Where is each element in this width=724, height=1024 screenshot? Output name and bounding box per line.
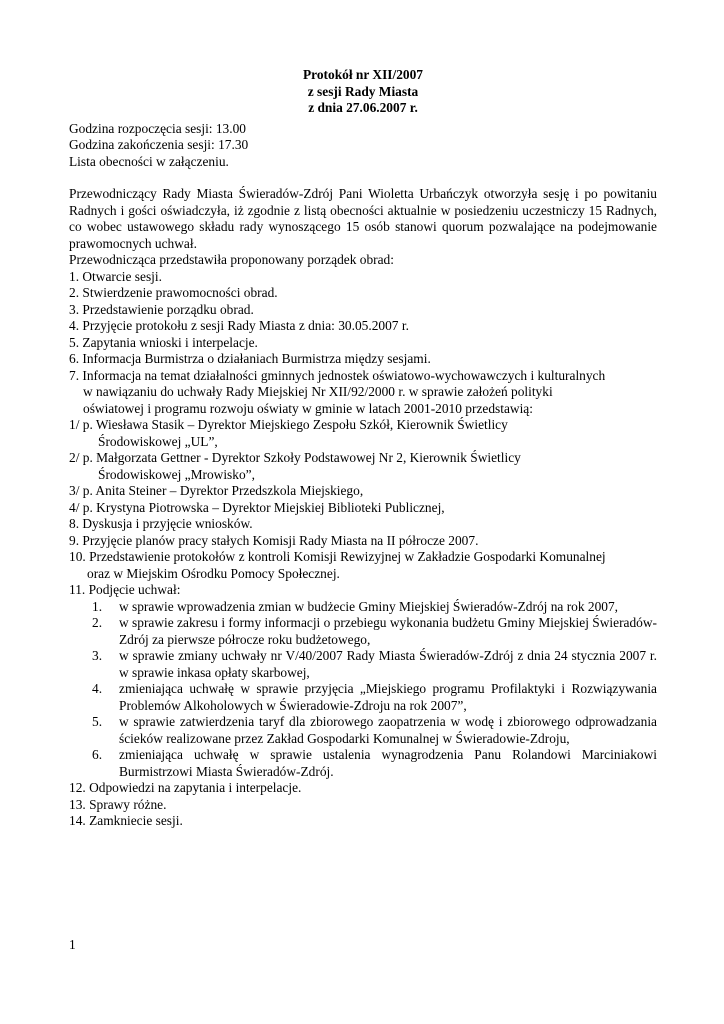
resolution-item — [69, 714, 657, 747]
agenda-item: 7. Informacja na temat działalności gminnych jednostek oświatowo-wychowawczych i kulturalnych — [69, 367, 606, 383]
agenda-item-continuation: oświatowej i programu rozwoju oświaty w gminie w latach 2001-2010 przedstawią: — [83, 400, 533, 416]
resolution-text: w sprawie zatwierdzenia taryf dla zbiorowego zaopatrzenia w wodę i zbiorowego odprowadzania ścieków realizowane przez Zakład Gospodarki Komunalnej w Świeradowie-Zdroju, — [119, 714, 657, 746]
resolution-number: 2. — [92, 615, 103, 631]
resolution-text: w sprawie wprowadzenia zmian w budżecie Gminy Miejskiej Świeradów-Zdrój na rok 2007, — [119, 598, 619, 614]
attendance-note: Lista obecności w załączeniu. — [69, 153, 229, 169]
resolution-item — [69, 747, 657, 780]
agenda-item: 3. Przedstawienie porządku obrad. — [69, 301, 254, 317]
document-page — [69, 67, 657, 830]
agenda-item: 5. Zapytania wnioski i interpelacje. — [69, 334, 258, 350]
agenda-item: 14. Zamkniecie sesji. — [69, 813, 183, 829]
session-end-time: Godzina zakończenia sesji: 17.30 — [69, 137, 249, 153]
resolution-text: w sprawie zmiany uchwały nr V/40/2007 Rady Miasta Świeradów-Zdrój z dnia 24 stycznia 2007 r. w sprawie inkasa opłaty skarbowej, — [119, 648, 657, 680]
agenda-item-continuation: w nawiązaniu do uchwały Rady Miejskiej Nr XII/92/2000 r. w sprawie założeń polityki — [83, 384, 553, 400]
document-subtitle: z sesji Rady Miasta — [307, 83, 419, 99]
resolution-item — [69, 599, 657, 616]
presenter-item-continuation: Środowiskowej „Mrowisko”, — [98, 466, 255, 482]
resolution-item — [69, 615, 657, 648]
resolution-item — [69, 648, 657, 681]
session-start-time: Godzina rozpoczęcia sesji: 13.00 — [69, 120, 246, 136]
intro-paragraph: Przewodniczący Rady Miasta Świeradów-Zdrój Pani Wioletta Urbańczyk otworzyła sesję i po powitaniu Radnych i gości oświadczyła, iż zgodnie z listą obecności aktualnie w posiedzeniu uczestniczy 15 Radnych, co wobec ustawowego składu rady wynoszącego 15 osób stanowi quorum pozwalające na podejmowanie prawomocnych uchwał. — [69, 186, 657, 251]
agenda-item: 11. Podjęcie uchwał: — [69, 582, 181, 598]
document-header — [69, 67, 657, 117]
agenda-item: 4. Przyjęcie protokołu z sesji Rady Miasta z dnia: 30.05.2007 r. — [69, 318, 409, 334]
resolution-text: w sprawie zakresu i formy informacji o przebiegu wykonania budżetu Gminy Miejskiej Świeradów-Zdrój za pierwsze półrocze roku budżetowego, — [119, 615, 657, 647]
session-meta — [69, 121, 657, 171]
resolution-number: 3. — [92, 648, 103, 664]
resolution-item — [69, 681, 657, 714]
resolution-number: 5. — [92, 714, 103, 730]
presenter-item: 3/ p. Anita Steiner – Dyrektor Przedszkola Miejskiego, — [69, 483, 364, 499]
agenda-intro: Przewodnicząca przedstawiła proponowany porządek obrad: — [69, 252, 394, 268]
resolutions-list — [69, 599, 657, 781]
agenda-item: 9. Przyjęcie planów pracy stałych Komisji Rady Miasta na II półrocze 2007. — [69, 532, 479, 548]
presenter-item: 2/ p. Małgorzata Gettner - Dyrektor Szkoły Podstawowej Nr 2, Kierownik Świetlicy — [69, 450, 521, 466]
resolution-number: 6. — [92, 747, 103, 763]
page-number: 1 — [69, 937, 76, 952]
agenda-item-continuation: oraz w Miejskim Ośrodku Pomocy Społecznej. — [87, 565, 340, 581]
presenter-item-continuation: Środowiskowej „UL”, — [98, 433, 218, 449]
resolution-text: zmieniająca uchwałę w sprawie przyjęcia „Miejskiego programu Profilaktyki i Rozwiązywania Problemów Alkoholowych w Świeradowie-Zdroju na rok 2007”, — [119, 681, 657, 713]
document-title: Protokół nr XII/2007 — [302, 67, 424, 82]
agenda-item: 12. Odpowiedzi na zapytania i interpelacje. — [69, 780, 302, 796]
resolution-number: 4. — [92, 681, 103, 697]
agenda-item: 10. Przedstawienie protokołów z kontroli Komisji Rewizyjnej w Zakładzie Gospodarki Komunalnej — [69, 549, 606, 565]
presenter-item: 4/ p. Krystyna Piotrowska – Dyrektor Miejskiej Biblioteki Publicznej, — [69, 499, 445, 515]
presenter-item: 1/ p. Wiesława Stasik – Dyrektor Miejskiego Zespołu Szkół, Kierownik Świetlicy — [69, 417, 508, 433]
agenda-item: 6. Informacja Burmistrza o działaniach Burmistrza między sesjami. — [69, 351, 431, 367]
agenda-item: 1. Otwarcie sesji. — [69, 268, 162, 284]
agenda — [69, 252, 657, 830]
agenda-item: 2. Stwierdzenie prawomocności obrad. — [69, 285, 278, 301]
agenda-item: 13. Sprawy różne. — [69, 796, 167, 812]
resolution-number: 1. — [92, 598, 103, 614]
agenda-item: 8. Dyskusja i przyjęcie wniosków. — [69, 516, 253, 532]
document-date: z dnia 27.06.2007 r. — [308, 100, 418, 116]
resolution-text: zmieniająca uchwałę w sprawie ustalenia wynagrodzenia Panu Rolandowi Marciniakowi Burmistrzowi Miasta Świeradów-Zdrój. — [119, 747, 657, 779]
